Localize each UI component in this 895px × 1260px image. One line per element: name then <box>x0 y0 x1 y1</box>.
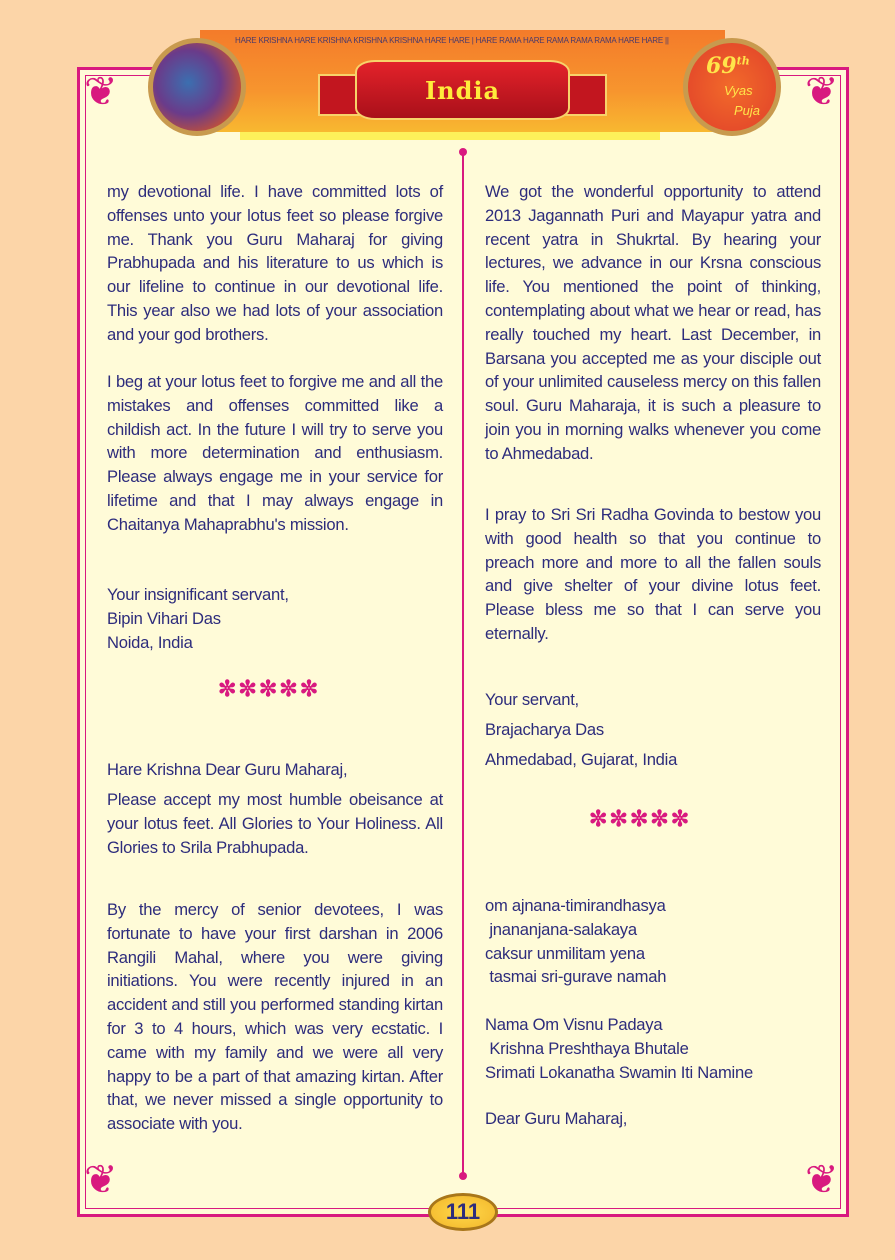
mantra-text: HARE KRISHNA HARE KRISHNA KRISHNA KRISHNA HARE HARE | HARE RAMA HARE RAMA RAMA RAMA HARE HARE || <box>235 36 669 45</box>
corner-ornament: ❦ <box>805 70 839 114</box>
region-ribbon <box>355 60 570 120</box>
star-separator: ✼✼✼✼✼ <box>589 806 692 831</box>
greeting: Hare Krishna Dear Guru Maharaj, <box>107 760 348 779</box>
corner-ornament: ❦ <box>84 1158 118 1202</box>
paragraph: I pray to Sri Sri Radha Govinda to bestow you with good health so that you continue to preach more and more to all the fallen souls and give shelter of your divine lotus feet. Please bless me so that I can serve you eternally. <box>485 505 821 643</box>
badge-suffix: th <box>736 54 750 68</box>
column-divider <box>462 150 464 1175</box>
paragraph: We got the wonderful opportunity to attend 2013 Jagannath Puri and Mayapur yatra and recent yatra in Shukrtal. By hearing your lectures, we advance in our Krsna conscious life. You mentioned the point of thinking, contemplating about what we hear or read, has really touched my heart. Last December, in Barsana you accepted me as your disciple out of your unlimited causeless mercy on this fallen soul. Guru Maharaja, it is such a pleasure to join you in morning walks whenever you come to Ahmedabad. <box>485 182 821 463</box>
verse-line: Srimati Lokanatha Swamin Iti Namine <box>485 1062 753 1082</box>
badge-line2: Puja <box>734 103 761 118</box>
signature-place: Ahmedabad, Gujarat, India <box>485 750 678 769</box>
page-number: 111 <box>428 1193 498 1231</box>
signature-line: Your servant, <box>485 690 579 709</box>
paragraph: Please accept my most humble obeisance at your lotus feet. All Glories to Your Holiness. All Glories to Srila Prabhupada. <box>107 790 443 857</box>
badge-line1: Vyas <box>724 83 753 98</box>
corner-ornament: ❦ <box>805 1158 839 1202</box>
corner-ornament: ❦ <box>84 70 118 114</box>
verse-line: caksur unmilitam yena <box>485 943 645 963</box>
signature-line: Your insignificant servant, <box>107 585 289 604</box>
verse-line: om ajnana-timirandhasya <box>485 896 666 915</box>
paragraph: By the mercy of senior devotees, I was fortunate to have your first darshan in 2006 Rangili Mahal, where you were giving initiations. You were recently injured in an accident and still you performed standing kirtan for 3 to 4 hours, which was very ecstatic. I came with my family and we were all very happy to be a part of that amazing kirtan. After that, we never missed a single opportunity to associate with you. <box>107 900 443 1134</box>
paragraph: my devotional life. I have committed lots of offenses unto your lotus feet so please forgive me. Thank you Guru Maharaj for giving Prabhupada and his literature to us which is our lifeline to continue in our devotional life. This year also we had lots of your association and your god brothers. <box>107 182 443 344</box>
greeting: Dear Guru Maharaj, <box>485 1109 628 1128</box>
paragraph: I beg at your lotus feet to forgive me and all the mistakes and offenses committed like a childish act. In the future I will try to serve you with more determination and enthusiasm. Please always engage me in your service for lifetime and that I may always engage in Chaitanya Mahaprabhu's mission. <box>107 372 443 534</box>
verse-line: tasmai sri-gurave namah <box>485 967 667 987</box>
badge-number: 69 <box>706 53 737 79</box>
vyas-puja-badge <box>683 38 781 136</box>
region-title: India <box>424 75 501 105</box>
star-separator: ✼✼✼✼✼ <box>218 676 321 701</box>
divider-dot <box>459 1172 467 1180</box>
deity-image <box>148 38 246 136</box>
verse-line: Nama Om Visnu Padaya <box>485 1015 663 1034</box>
signature-name: Bipin Vihari Das <box>107 608 221 628</box>
divider-dot <box>459 148 467 156</box>
verse-line: Krishna Preshthaya Bhutale <box>485 1038 689 1058</box>
signature-name: Brajacharya Das <box>485 720 604 739</box>
verse-line: jnananjana-salakaya <box>485 919 637 939</box>
signature-place: Noida, India <box>107 632 193 652</box>
banner-strip <box>240 132 660 140</box>
